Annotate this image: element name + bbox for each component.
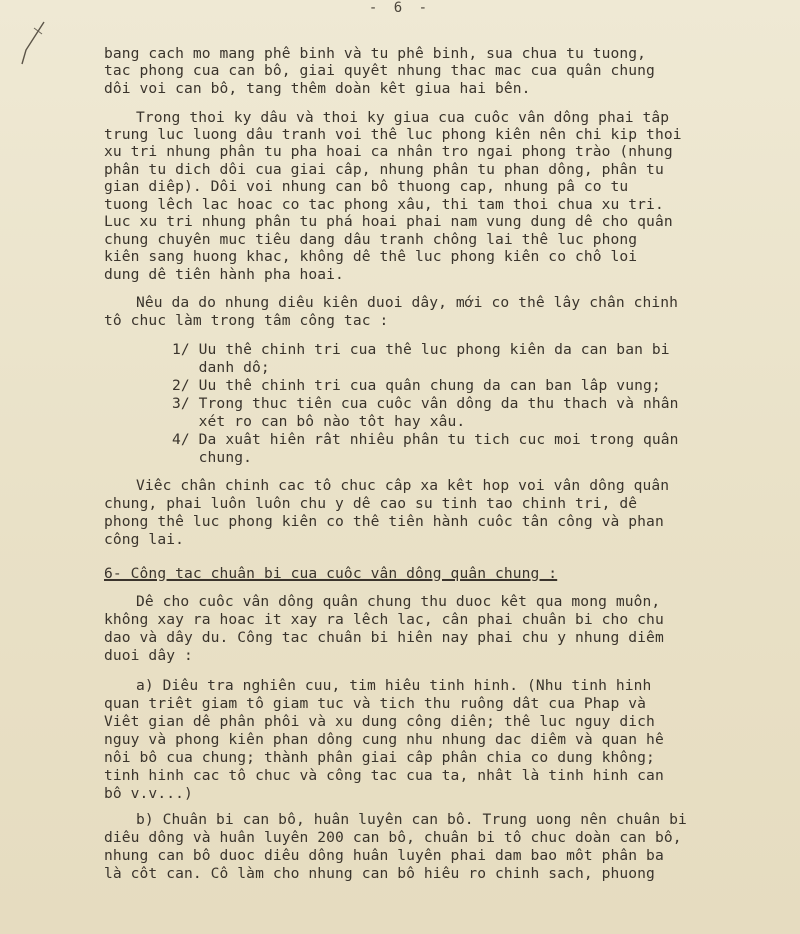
text-line: tuong lêch lac hoac co tac phong xâu, thi tam thoi chua xu tri. [104, 196, 664, 213]
list-item: 1/ Uu thê chinh tri cua thê luc phong kiên da can ban bi [172, 341, 670, 358]
text-line: dao và dây du. Công tac chuân bi hiên nay phai chu y nhung diêm [104, 629, 664, 646]
text-line: không xay ra hoac it xay ra lêch lac, cân phai chuân bi cho chu [104, 611, 664, 628]
text-line: là côt can. Cô làm cho nhung can bô hiêu ro chinh sach, phuong [104, 865, 655, 882]
text-line: công lai. [104, 531, 184, 548]
text-line: nôi bô cua chung; thành phân giai câp phân chia co dung không; [104, 749, 655, 766]
text-line: phong thê luc phong kiên co thê tiên hành cuôc tân công và phan [104, 513, 664, 530]
pencil-mark-icon [18, 20, 48, 66]
text-line: Viêc chân chinh cac tô chuc câp xa kêt hop voi vân dông quân [136, 477, 670, 494]
list-item: chung. [172, 449, 252, 466]
text-line: Nêu da do nhung diêu kiên duoi dây, mới co thê lây chân chinh [136, 294, 679, 311]
text-line: tinh hinh cac tô chuc và công tac cua ta, nhât là tinh hinh can [104, 767, 664, 784]
text-line: a) Diêu tra nghiên cuu, tim hiêu tinh hinh. (Nhu tinh hinh [136, 677, 652, 694]
text-line: Viêt gian dê phân phôi và xu dung công diên; thê luc nguy dich [104, 713, 655, 730]
text-line: bô v.v...) [104, 785, 193, 802]
text-line: Trong thoi ky dâu và thoi ky giua cua cuôc vân dông phai tâp [136, 109, 670, 126]
text-line: gian diêp). Dôi voi nhung can bô thuong cap, nhung pâ co tu [104, 178, 629, 195]
text-line: diêu dông và huân luyên 200 can bô, chuân bi tô chuc doàn can bô, [104, 829, 682, 846]
list-item: 2/ Uu thê chinh tri cua quân chung da can ban lâp vung; [172, 377, 661, 394]
text-line: Dê cho cuôc vân dông quân chung thu duoc kêt qua mong muôn, [136, 593, 661, 610]
text-line: dung dê tiên hành pha hoai. [104, 266, 344, 283]
text-line: chung chuyên muc tiêu dang dâu tranh chông lai thê luc phong [104, 231, 638, 248]
text-line: xu tri nhung phân tu pha hoai ca nhân tro ngai phong trào (nhung [104, 143, 673, 160]
text-line: Luc xu tri nhung phân tu phá hoai phai nam vung dung dê cho quân [104, 213, 673, 230]
list-item: xét ro can bô nào tôt hay xâu. [172, 413, 466, 430]
text-line: dôi voi can bô, tang thêm doàn kêt giua hai bên. [104, 80, 531, 97]
text-line: duoi dây : [104, 647, 193, 664]
list-item: 3/ Trong thuc tiên cua cuôc vân dông da thu thach và nhân [172, 395, 679, 412]
text-line: trung luc luong dâu tranh voi thê luc phong kiên nên chi kip thoi [104, 126, 682, 143]
text-line: bang cach mo mang phê binh và tu phê binh, sua chua tu tuong, [104, 45, 647, 62]
text-line: b) Chuân bi can bô, huân luyên can bô. Trung uong nên chuân bi [136, 811, 687, 828]
list-item: 4/ Da xuât hiên rât nhiêu phân tu tich cuc moi trong quân [172, 431, 679, 448]
page-number: - 6 - [368, 0, 432, 16]
text-line: phân tu dich dôi cua giai câp, nhung phân tu phan dông, phân tu [104, 161, 664, 178]
text-line: tac phong cua can bô, giai quyêt nhung thac mac cua quân chung [104, 62, 655, 79]
text-line: nhung can bô duoc diêu dông huân luyên phai dam bao môt phân ba [104, 847, 664, 864]
text-line: kiên sang huong khac, không dê thê luc phong kiên co chô loi [104, 248, 638, 265]
text-line: chung, phai luôn luôn chu y dê cao su tinh tao chinh tri, dê [104, 495, 638, 512]
section-heading: 6- Công tac chuân bi cua cuôc vân dông quân chung : [104, 565, 558, 582]
list-item: danh dô; [172, 359, 270, 376]
text-line: tô chuc làm trong tâm công tac : [104, 312, 389, 329]
text-line: quan triêt giam tô giam tuc và tich thu ruông dât cua Phap và [104, 695, 647, 712]
text-line: nguy và phong kiên phan dông cung nhu nhung dac diêm và quan hê [104, 731, 664, 748]
